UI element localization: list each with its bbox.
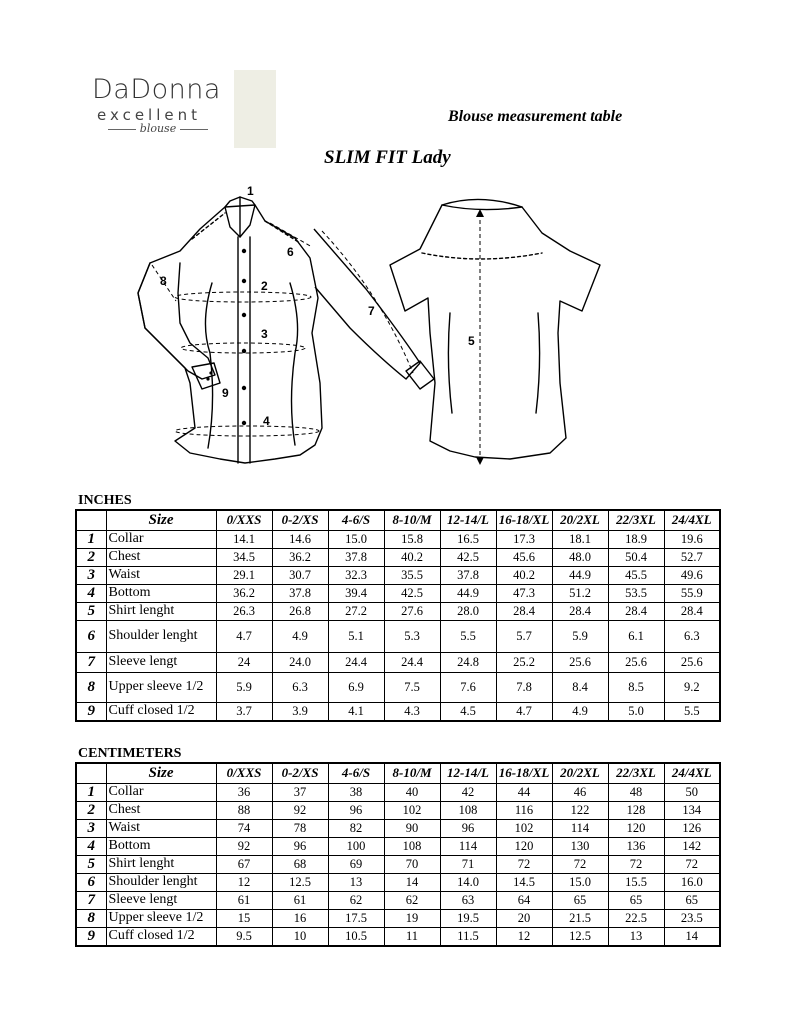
row-label: Sleeve lengt xyxy=(106,891,216,909)
table-cell: 92 xyxy=(216,837,272,855)
table-cell: 3.7 xyxy=(216,702,272,721)
table-cell: 26.8 xyxy=(272,602,328,620)
table-cell: 6.3 xyxy=(272,672,328,702)
row-number: 4 xyxy=(76,584,106,602)
table-cell: 14.6 xyxy=(272,530,328,548)
table-cell: 126 xyxy=(664,819,720,837)
row-label: Shoulder lenght xyxy=(106,873,216,891)
table-cell: 25.6 xyxy=(664,652,720,672)
row-number: 8 xyxy=(76,909,106,927)
marker-5: 5 xyxy=(468,334,475,348)
logo-subtitle: excellent xyxy=(97,106,202,124)
table-cell: 50.4 xyxy=(608,548,664,566)
table-row xyxy=(76,566,720,584)
table-cell: 6.9 xyxy=(328,672,384,702)
table-cell: 42.5 xyxy=(384,584,440,602)
table-cell: 12 xyxy=(216,873,272,891)
table-cell: 68 xyxy=(272,855,328,873)
table-cell: 16 xyxy=(272,909,328,927)
centimeters-section-label: CENTIMETERS xyxy=(78,746,182,761)
size-col-3: 8-10/M xyxy=(384,510,440,530)
table-cell: 55.9 xyxy=(664,584,720,602)
table-cell: 114 xyxy=(552,819,608,837)
table-cell: 53.5 xyxy=(608,584,664,602)
table-cell: 5.5 xyxy=(440,620,496,652)
back-collar xyxy=(442,205,522,210)
table-cell: 4.9 xyxy=(272,620,328,652)
row-label: Cuff closed 1/2 xyxy=(106,702,216,721)
logo-background xyxy=(234,70,276,148)
front-body-outline xyxy=(138,205,322,463)
table-cell: 24 xyxy=(216,652,272,672)
row-label: Upper sleeve 1/2 xyxy=(106,672,216,702)
table-cell: 17.3 xyxy=(496,530,552,548)
table-cell: 122 xyxy=(552,801,608,819)
table-cell: 4.9 xyxy=(552,702,608,721)
table-cell: 14.1 xyxy=(216,530,272,548)
table-cell: 4.7 xyxy=(216,620,272,652)
table-cell: 128 xyxy=(608,801,664,819)
table-cell: 40.2 xyxy=(496,566,552,584)
table-cell: 5.7 xyxy=(496,620,552,652)
table-row xyxy=(76,530,720,548)
table-cell: 100 xyxy=(328,837,384,855)
table-cell: 92 xyxy=(272,801,328,819)
table-cell: 37.8 xyxy=(328,548,384,566)
row-label: Bottom xyxy=(106,837,216,855)
table-cell: 24.4 xyxy=(384,652,440,672)
back-body-outline xyxy=(390,199,600,459)
table-cell: 16.5 xyxy=(440,530,496,548)
table-cell: 37 xyxy=(272,783,328,801)
table-cell: 8.4 xyxy=(552,672,608,702)
table-cell: 36.2 xyxy=(272,548,328,566)
table-row xyxy=(76,927,720,946)
table-cell: 48.0 xyxy=(552,548,608,566)
shoulder-line xyxy=(270,223,312,247)
table-row xyxy=(76,855,720,873)
sleeve-length-line xyxy=(322,231,413,373)
row-number: 2 xyxy=(76,801,106,819)
table-cell: 3.9 xyxy=(272,702,328,721)
marker-7: 7 xyxy=(368,304,375,318)
table-cell: 27.2 xyxy=(328,602,384,620)
row-number: 5 xyxy=(76,602,106,620)
row-label: Upper sleeve 1/2 xyxy=(106,909,216,927)
table-cell: 28.4 xyxy=(552,602,608,620)
table-cell: 19.5 xyxy=(440,909,496,927)
size-col-0: 0/XXS xyxy=(216,763,272,783)
table-row xyxy=(76,602,720,620)
table-cell: 72 xyxy=(664,855,720,873)
row-label: Chest xyxy=(106,801,216,819)
table-cell: 5.1 xyxy=(328,620,384,652)
table-cell: 37.8 xyxy=(440,566,496,584)
row-number: 7 xyxy=(76,652,106,672)
table-cell: 23.5 xyxy=(664,909,720,927)
size-header: Size xyxy=(106,510,216,530)
size-col-6: 20/2XL xyxy=(552,763,608,783)
table-cell: 18.1 xyxy=(552,530,608,548)
table-cell: 27.6 xyxy=(384,602,440,620)
table-cell: 14 xyxy=(664,927,720,946)
row-number: 7 xyxy=(76,891,106,909)
table-cell: 7.6 xyxy=(440,672,496,702)
inches-header-row xyxy=(76,510,720,530)
table-cell: 34.5 xyxy=(216,548,272,566)
marker-9: 9 xyxy=(222,386,229,400)
page-title: Blouse measurement table xyxy=(448,108,623,125)
table-cell: 15.0 xyxy=(552,873,608,891)
table-cell: 62 xyxy=(328,891,384,909)
table-cell: 74 xyxy=(216,819,272,837)
table-cell: 5.0 xyxy=(608,702,664,721)
size-col-4: 12-14/L xyxy=(440,510,496,530)
table-row xyxy=(76,702,720,721)
table-cell: 17.5 xyxy=(328,909,384,927)
row-label: Bottom xyxy=(106,584,216,602)
table-cell: 102 xyxy=(496,819,552,837)
table-cell: 71 xyxy=(440,855,496,873)
table-row xyxy=(76,837,720,855)
table-cell: 40.2 xyxy=(384,548,440,566)
table-cell: 96 xyxy=(440,819,496,837)
table-cell: 42.5 xyxy=(440,548,496,566)
table-cell: 25.2 xyxy=(496,652,552,672)
table-cell: 13 xyxy=(608,927,664,946)
row-number: 8 xyxy=(76,672,106,702)
table-row xyxy=(76,783,720,801)
table-cell: 61 xyxy=(216,891,272,909)
table-cell: 15.0 xyxy=(328,530,384,548)
row-number: 4 xyxy=(76,837,106,855)
table-cell: 10 xyxy=(272,927,328,946)
table-cell: 64 xyxy=(496,891,552,909)
table-cell: 72 xyxy=(552,855,608,873)
size-col-7: 22/3XL xyxy=(608,510,664,530)
table-cell: 114 xyxy=(440,837,496,855)
empty-header-cell xyxy=(76,763,106,783)
table-cell: 130 xyxy=(552,837,608,855)
empty-header-cell xyxy=(76,510,106,530)
marker-1: 1 xyxy=(247,184,254,198)
table-cell: 4.5 xyxy=(440,702,496,721)
table-cell: 65 xyxy=(664,891,720,909)
table-row xyxy=(76,584,720,602)
table-cell: 14.5 xyxy=(496,873,552,891)
table-cell: 65 xyxy=(552,891,608,909)
table-cell: 116 xyxy=(496,801,552,819)
table-cell: 28.4 xyxy=(496,602,552,620)
logo-name: DaDonna xyxy=(92,74,221,105)
table-cell: 96 xyxy=(272,837,328,855)
extended-sleeve xyxy=(314,229,420,379)
table-cell: 90 xyxy=(384,819,440,837)
row-number: 3 xyxy=(76,566,106,584)
table-cell: 36.2 xyxy=(216,584,272,602)
table-row xyxy=(76,819,720,837)
row-number: 5 xyxy=(76,855,106,873)
size-col-5: 16-18/XL xyxy=(496,510,552,530)
table-cell: 39.4 xyxy=(328,584,384,602)
table-cell: 5.5 xyxy=(664,702,720,721)
table-cell: 5.3 xyxy=(384,620,440,652)
table-row xyxy=(76,909,720,927)
table-cell: 15.5 xyxy=(608,873,664,891)
table-cell: 108 xyxy=(384,837,440,855)
table-cell: 12.5 xyxy=(272,873,328,891)
table-cell: 72 xyxy=(496,855,552,873)
table-cell: 29.1 xyxy=(216,566,272,584)
row-label: Collar xyxy=(106,783,216,801)
table-cell: 10.5 xyxy=(328,927,384,946)
size-col-5: 16-18/XL xyxy=(496,763,552,783)
row-number: 3 xyxy=(76,819,106,837)
table-cell: 61 xyxy=(272,891,328,909)
table-cell: 51.2 xyxy=(552,584,608,602)
size-col-8: 24/4XL xyxy=(664,763,720,783)
row-label: Chest xyxy=(106,548,216,566)
table-cell: 12.5 xyxy=(552,927,608,946)
marker-8: 8 xyxy=(160,274,167,288)
row-number: 1 xyxy=(76,783,106,801)
row-label: Shoulder lenght xyxy=(106,620,216,652)
table-cell: 8.5 xyxy=(608,672,664,702)
row-label: Cuff closed 1/2 xyxy=(106,927,216,946)
centimeters-header-row xyxy=(76,763,720,783)
table-cell: 12 xyxy=(496,927,552,946)
bottom-measure-line xyxy=(175,426,319,436)
table-cell: 44.9 xyxy=(552,566,608,584)
table-cell: 4.3 xyxy=(384,702,440,721)
marker-2: 2 xyxy=(261,279,268,293)
table-cell: 22.5 xyxy=(608,909,664,927)
blouse-diagram xyxy=(130,183,610,473)
table-cell: 14 xyxy=(384,873,440,891)
table-cell: 44.9 xyxy=(440,584,496,602)
table-cell: 45.5 xyxy=(608,566,664,584)
table-cell: 25.6 xyxy=(552,652,608,672)
size-col-6: 20/2XL xyxy=(552,510,608,530)
size-col-1: 0-2/XS xyxy=(272,763,328,783)
table-cell: 26.3 xyxy=(216,602,272,620)
table-row xyxy=(76,672,720,702)
table-cell: 63 xyxy=(440,891,496,909)
table-cell: 14.0 xyxy=(440,873,496,891)
size-col-7: 22/3XL xyxy=(608,763,664,783)
table-cell: 69 xyxy=(328,855,384,873)
table-cell: 24.8 xyxy=(440,652,496,672)
table-row xyxy=(76,548,720,566)
table-cell: 44 xyxy=(496,783,552,801)
table-row xyxy=(76,620,720,652)
row-label: Waist xyxy=(106,819,216,837)
table-row xyxy=(76,891,720,909)
table-cell: 62 xyxy=(384,891,440,909)
table-cell: 15.8 xyxy=(384,530,440,548)
row-number: 6 xyxy=(76,873,106,891)
row-number: 2 xyxy=(76,548,106,566)
table-row xyxy=(76,652,720,672)
table-cell: 6.3 xyxy=(664,620,720,652)
table-cell: 32.3 xyxy=(328,566,384,584)
table-cell: 5.9 xyxy=(216,672,272,702)
size-col-4: 12-14/L xyxy=(440,763,496,783)
table-cell: 45.6 xyxy=(496,548,552,566)
table-cell: 7.5 xyxy=(384,672,440,702)
table-cell: 28.4 xyxy=(664,602,720,620)
table-cell: 9.2 xyxy=(664,672,720,702)
row-label: Collar xyxy=(106,530,216,548)
table-cell: 4.7 xyxy=(496,702,552,721)
table-cell: 13 xyxy=(328,873,384,891)
table-cell: 19.6 xyxy=(664,530,720,548)
table-cell: 18.9 xyxy=(608,530,664,548)
table-cell: 6.1 xyxy=(608,620,664,652)
size-col-3: 8-10/M xyxy=(384,763,440,783)
table-cell: 70 xyxy=(384,855,440,873)
table-cell: 19 xyxy=(384,909,440,927)
table-cell: 46 xyxy=(552,783,608,801)
table-cell: 24.0 xyxy=(272,652,328,672)
table-cell: 142 xyxy=(664,837,720,855)
size-col-8: 24/4XL xyxy=(664,510,720,530)
table-cell: 9.5 xyxy=(216,927,272,946)
table-cell: 65 xyxy=(608,891,664,909)
table-cell: 88 xyxy=(216,801,272,819)
row-label: Shirt lenght xyxy=(106,602,216,620)
table-cell: 4.1 xyxy=(328,702,384,721)
table-cell: 72 xyxy=(608,855,664,873)
table-cell: 102 xyxy=(384,801,440,819)
row-number: 9 xyxy=(76,927,106,946)
marker-4: 4 xyxy=(263,414,270,428)
row-label: Waist xyxy=(106,566,216,584)
table-cell: 96 xyxy=(328,801,384,819)
table-cell: 28.4 xyxy=(608,602,664,620)
front-left-sleeve xyxy=(138,263,215,379)
front-cuff xyxy=(192,363,220,389)
marker-3: 3 xyxy=(261,327,268,341)
logo-tagline: blouse xyxy=(102,122,214,135)
table-cell: 108 xyxy=(440,801,496,819)
inches-table xyxy=(75,509,721,722)
table-cell: 42 xyxy=(440,783,496,801)
table-cell: 35.5 xyxy=(384,566,440,584)
table-cell: 16.0 xyxy=(664,873,720,891)
table-cell: 134 xyxy=(664,801,720,819)
table-cell: 11 xyxy=(384,927,440,946)
table-cell: 48 xyxy=(608,783,664,801)
table-cell: 15 xyxy=(216,909,272,927)
centimeters-table xyxy=(75,762,721,947)
row-number: 1 xyxy=(76,530,106,548)
row-number: 9 xyxy=(76,702,106,721)
table-cell: 47.3 xyxy=(496,584,552,602)
page-subtitle: SLIM FIT Lady xyxy=(324,147,451,168)
table-cell: 82 xyxy=(328,819,384,837)
size-col-0: 0/XXS xyxy=(216,510,272,530)
table-cell: 49.6 xyxy=(664,566,720,584)
table-cell: 20 xyxy=(496,909,552,927)
row-label: Shirt lenght xyxy=(106,855,216,873)
row-number: 6 xyxy=(76,620,106,652)
chest-measure-line xyxy=(175,292,311,302)
table-cell: 50 xyxy=(664,783,720,801)
size-col-2: 4-6/S xyxy=(328,510,384,530)
marker-6: 6 xyxy=(287,245,294,259)
table-cell: 38 xyxy=(328,783,384,801)
table-cell: 67 xyxy=(216,855,272,873)
row-label: Sleeve lengt xyxy=(106,652,216,672)
table-cell: 40 xyxy=(384,783,440,801)
size-col-1: 0-2/XS xyxy=(272,510,328,530)
table-cell: 30.7 xyxy=(272,566,328,584)
table-cell: 7.8 xyxy=(496,672,552,702)
size-header: Size xyxy=(106,763,216,783)
inches-section-label: INCHES xyxy=(78,493,132,508)
table-cell: 52.7 xyxy=(664,548,720,566)
table-cell: 21.5 xyxy=(552,909,608,927)
table-cell: 136 xyxy=(608,837,664,855)
brand-logo xyxy=(76,70,276,148)
table-cell: 120 xyxy=(496,837,552,855)
table-cell: 25.6 xyxy=(608,652,664,672)
table-cell: 5.9 xyxy=(552,620,608,652)
table-cell: 78 xyxy=(272,819,328,837)
table-row xyxy=(76,873,720,891)
table-cell: 36 xyxy=(216,783,272,801)
table-row xyxy=(76,801,720,819)
table-cell: 28.0 xyxy=(440,602,496,620)
table-cell: 37.8 xyxy=(272,584,328,602)
table-cell: 24.4 xyxy=(328,652,384,672)
table-cell: 120 xyxy=(608,819,664,837)
size-col-2: 4-6/S xyxy=(328,763,384,783)
back-yoke xyxy=(422,253,542,259)
table-cell: 11.5 xyxy=(440,927,496,946)
